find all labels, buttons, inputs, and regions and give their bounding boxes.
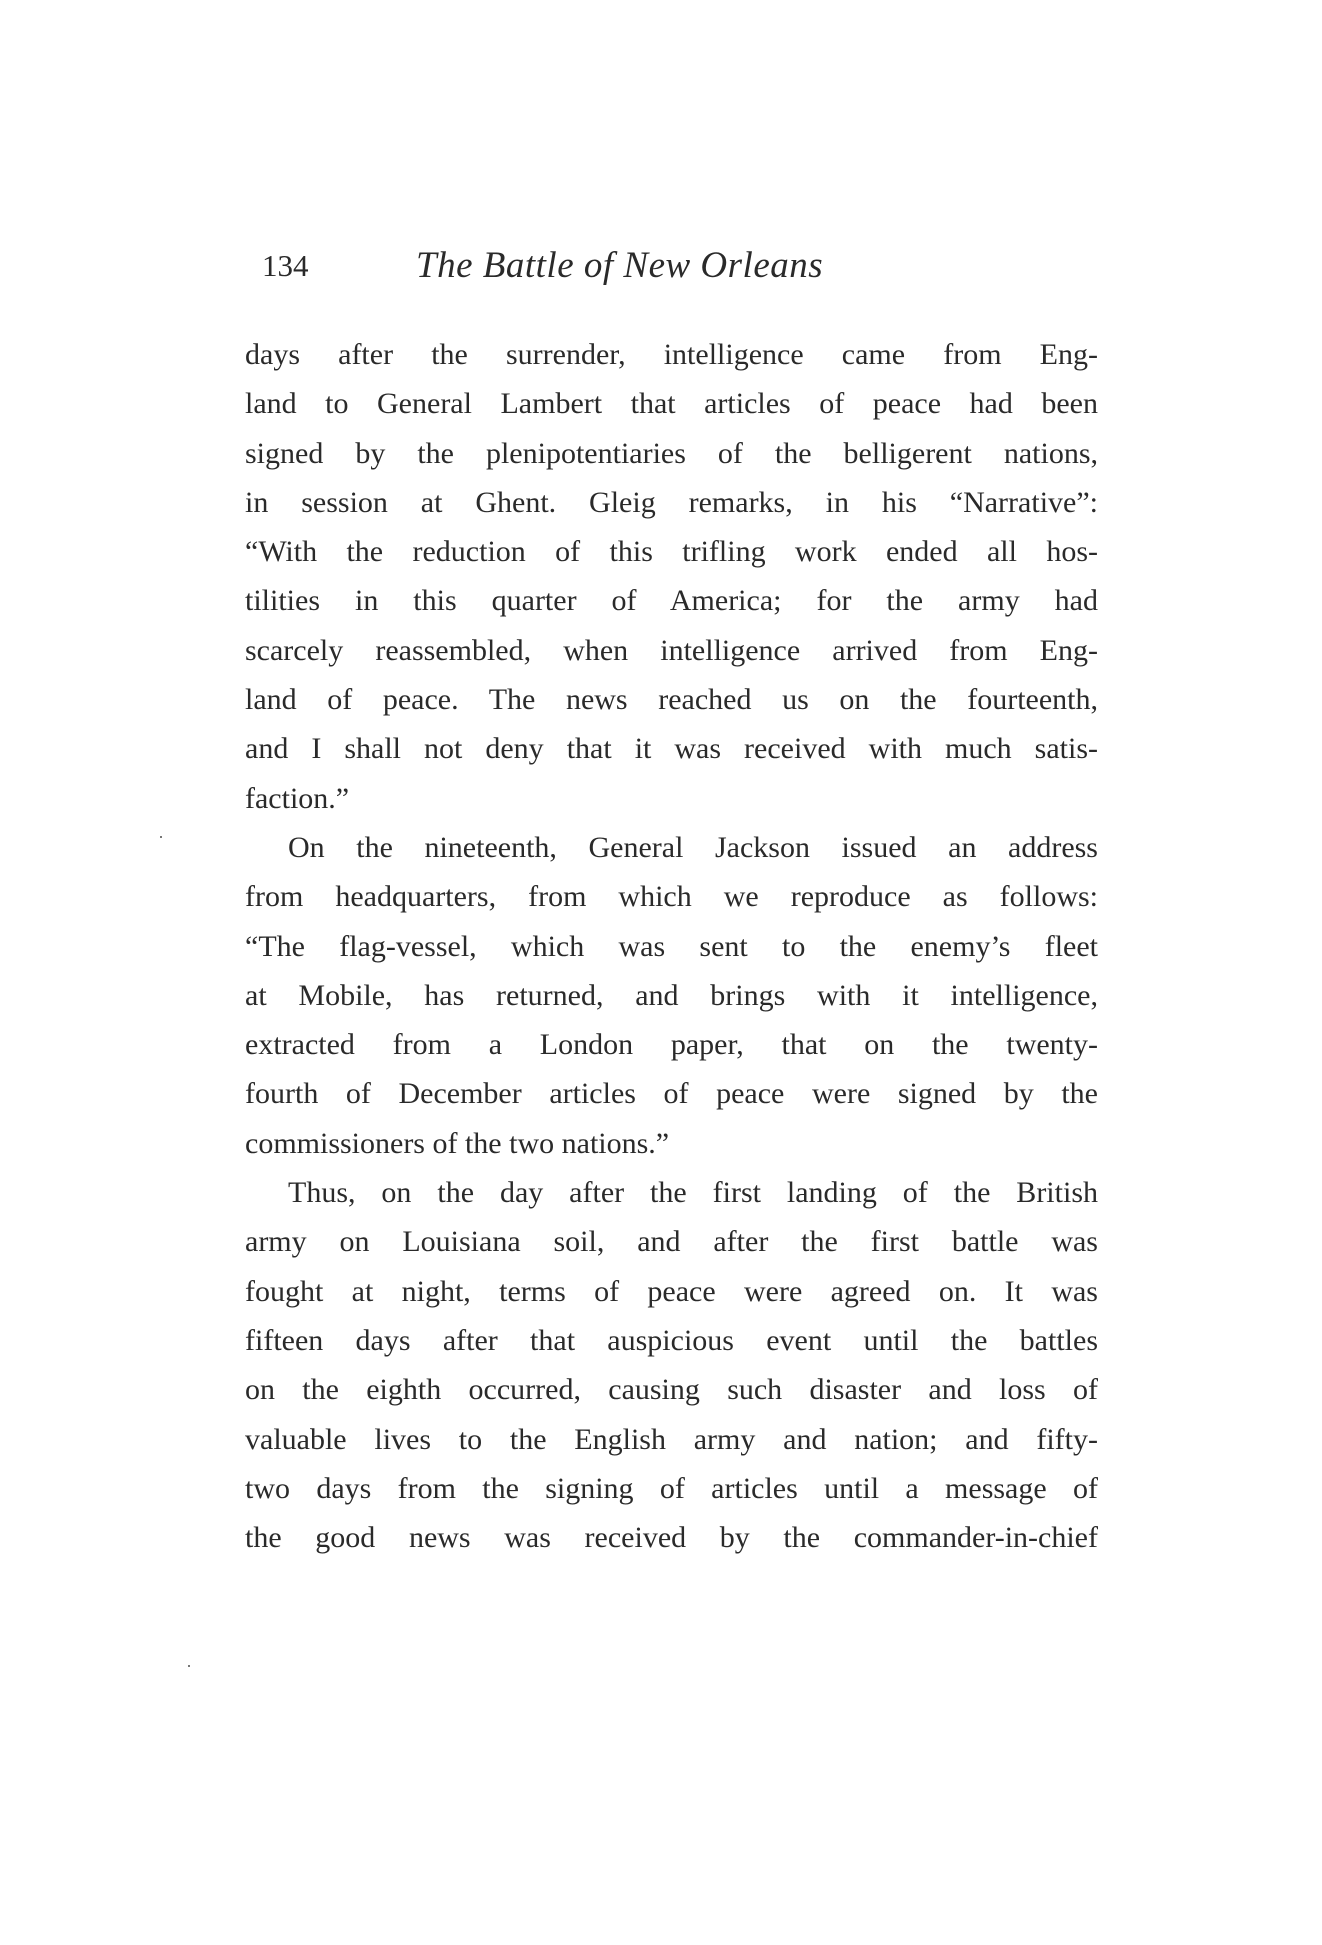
page-body — [245, 330, 1098, 1562]
text-line: from headquarters, from which we reproduce as follows: — [245, 880, 1098, 914]
text-line: fought at night, terms of peace were agreed on. It was — [245, 1274, 1098, 1308]
text-line: land to General Lambert that articles of peace had been — [245, 387, 1098, 421]
text-line: fourth of December articles of peace were signed by the — [245, 1077, 1098, 1111]
text-line: commissioners of the two nations.” — [245, 1126, 670, 1160]
text-line: on the eighth occurred, causing such disaster and loss of — [245, 1373, 1098, 1407]
text-line: days after the surrender, intelligence came from Eng- — [245, 338, 1098, 371]
text-line: and I shall not deny that it was received with much satis- — [245, 732, 1098, 766]
text-line: land of peace. The news reached us on the fourteenth, — [245, 683, 1098, 717]
text-line: at Mobile, has returned, and brings with it intelligence, — [245, 978, 1098, 1012]
text-line: “With the reduction of this trifling work ended all hos- — [245, 535, 1098, 569]
text-line: valuable lives to the English army and nation; and fifty- — [245, 1422, 1098, 1456]
text-line: signed by the plenipotentiaries of the belligerent nations, — [245, 436, 1098, 470]
text-line: fifteen days after that auspicious event until the battles — [245, 1323, 1098, 1357]
text-line: army on Louisiana soil, and after the first battle was — [245, 1225, 1098, 1259]
text-line: tilities in this quarter of America; for the army had — [245, 584, 1098, 618]
running-title: The Battle of New Orleans — [416, 245, 824, 286]
text-line: On the nineteenth, General Jackson issued an address — [288, 830, 1098, 864]
text-line: two days from the signing of articles until a message of — [245, 1471, 1098, 1505]
text-line: scarcely reassembled, when intelligence arrived from Eng- — [245, 633, 1098, 667]
text-line: the good news was received by the commander-in-chief — [245, 1521, 1098, 1555]
text-line: in session at Ghent. Gleig remarks, in his “Narrative”: — [245, 485, 1098, 519]
scan-speck — [160, 836, 162, 838]
text-line: “The flag-vessel, which was sent to the enemy’s fleet — [245, 929, 1098, 963]
text-line: extracted from a London paper, that on the twenty- — [245, 1028, 1098, 1062]
text-line: faction.” — [245, 781, 350, 815]
text-line: Thus, on the day after the first landing of the British — [288, 1176, 1098, 1210]
page-number: 134 — [262, 248, 309, 283]
scan-speck — [188, 1665, 190, 1667]
